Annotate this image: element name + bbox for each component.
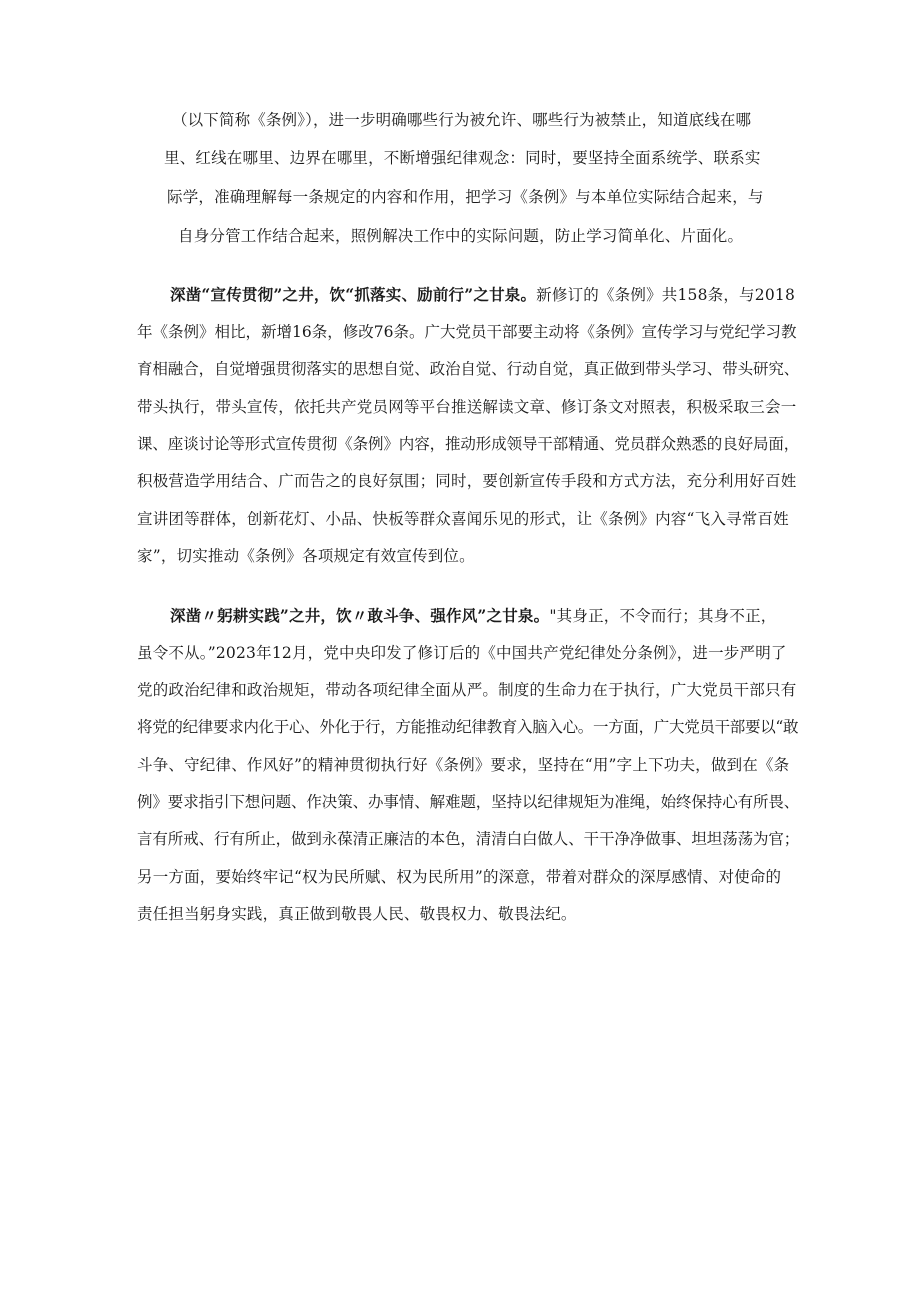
section-heading: 深凿“宣传贯彻”之井，饮“抓落实、励前行”之甘泉。 <box>170 285 537 304</box>
paragraph-line: 斗争、守纪律、作风好”的精神贯彻执行好《条例》要求，坚持在“用”字上下功夫，做到在《条 <box>137 756 790 774</box>
paragraph-line: 宣讲团等群体，创新花灯、小品、快板等群众喜闻乐见的形式，让《条例》内容“飞入寻常百姓 <box>137 510 789 528</box>
section-heading: 深凿〃躬耕实践”之井，饮〃敢斗争、强作风”之甘泉。 <box>170 606 550 625</box>
paragraph-text: "其身正，不令而行；其身不正， <box>549 607 777 625</box>
paragraph-text: 新修订的《条例》共158条，与2018 <box>536 286 796 304</box>
paragraph-line <box>170 285 795 305</box>
paragraph-line: 课、座谈讨论等形式宣传贯彻《条例》内容，推动形成领导干部精通、党员群众熟悉的良好局面， <box>137 435 800 453</box>
paragraph-line: 里、红线在哪里、边界在哪里，不断增强纪律观念：同时，要坚持全面系统学、联系实 <box>164 149 761 167</box>
paragraph-line <box>170 606 776 626</box>
paragraph-line: 家”，切实推动《条例》各项规定有效宣传到位。 <box>137 547 475 565</box>
paragraph-line: 自身分管工作结合起来，照例解决工作中的实际问题，防止学习简单化、片面化。 <box>178 227 744 245</box>
paragraph-line: 际学，准确理解每一条规定的内容和作用，把学习《条例》与本单位实际结合起来，与 <box>167 188 764 206</box>
paragraph-line: 例》要求指引下想问题、作决策、办事情、解难题，坚持以纪律规矩为准绳，始终保持心有所畏、 <box>137 793 800 811</box>
paragraph-line: 言有所戒、行有所止，做到永葆清正廉洁的本色，清清白白做人、干干净净做事、坦坦荡荡为官； <box>137 830 800 848</box>
paragraph-line: 虽令不从。”2023年12月，党中央印发了修订后的《中国共产党纪律处分条例》，进一步严明了 <box>137 644 787 662</box>
paragraph-line: 年《条例》相比，新增16条，修改76条。广大党员干部要主动将《条例》宣传学习与党纪学习教 <box>137 323 797 341</box>
paragraph-line: 带头执行，带头宣传，依托共产党员网等平台推送解读文章、修订条文对照表，积极采取三会一 <box>137 398 797 416</box>
paragraph-line: 责任担当躬身实践，真正做到敬畏人民、敬畏权力、敬畏法纪。 <box>137 905 577 923</box>
paragraph-line: 党的政治纪律和政治规矩，带动各项纪律全面从严。制度的生命力在于执行，广大党员干部只有 <box>137 681 797 699</box>
paragraph-line: 积极营造学用结合、广而告之的良好氛围；同时，要创新宣传手段和方式方法，充分利用好百姓 <box>137 472 797 490</box>
paragraph-line: 育相融合，自觉增强贯彻落实的思想自觉、政治自觉、行动自觉，真正做到带头学习、带头研究、 <box>137 360 800 378</box>
paragraph-line: （以下简称《条例》），进一步明确哪些行为被允许、哪些行为被禁止，知道底线在哪 <box>172 111 752 129</box>
paragraph-line: 另一方面，要始终牢记“权为民所赋、权为民所用”的深意，带着对群众的深厚感情、对使命的 <box>137 868 782 886</box>
paragraph-line: 将党的纪律要求内化于心、外化于行，方能推动纪律教育入脑入心。一方面，广大党员干部要以“敢 <box>137 718 799 736</box>
